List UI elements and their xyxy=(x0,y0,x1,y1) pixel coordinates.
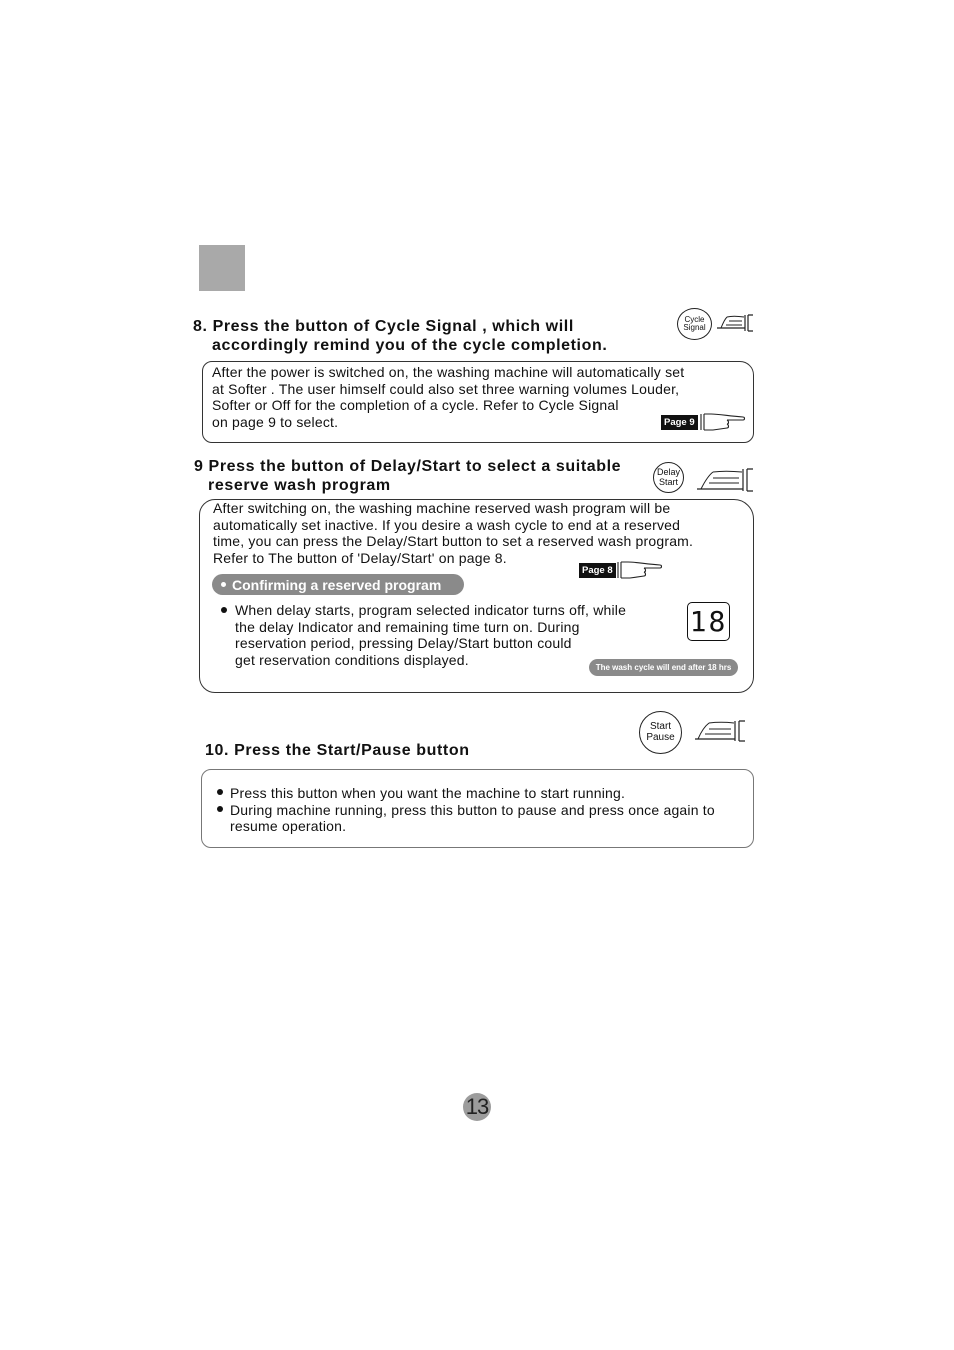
page-9-reference-tag: Page 9 xyxy=(661,415,698,430)
section-9-body-line: automatically set inactive. If you desire a wash cycle to end at a reserved xyxy=(213,516,681,533)
section-8-body-line: on page 9 to select. xyxy=(212,413,339,430)
page-number: 13 xyxy=(463,1093,491,1121)
section-10-bullet-2-line: During machine running, press this button to pause and press once again to xyxy=(230,801,715,818)
bullet-dot xyxy=(221,607,227,613)
pointing-finger-icon xyxy=(616,559,664,581)
page-8-reference-tag: Page 8 xyxy=(579,563,616,578)
pointing-finger-icon xyxy=(699,411,747,433)
start-pause-label-line1: Start xyxy=(649,721,672,732)
wash-cycle-end-caption: The wash cycle will end after 18 hrs xyxy=(589,659,738,676)
section-9-heading-line2: reserve wash program xyxy=(208,477,391,494)
delay-time-display: 18 xyxy=(687,602,730,641)
bullet-dot xyxy=(217,789,223,795)
section-8-body-line: After the power is switched on, the washing machine will automatically set xyxy=(212,364,685,380)
section-8-heading-line2: accordingly remind you of the cycle completion. xyxy=(212,337,608,354)
section-9-bullet-line: reservation period, pressing Delay/Start button could xyxy=(235,635,572,651)
header-gray-square xyxy=(199,245,245,291)
pill-label: Confirming a reserved program xyxy=(232,576,442,593)
section-9-body-line: Refer to The button of 'Delay/Start' on page 8. xyxy=(213,549,507,566)
section-10-body xyxy=(217,785,715,835)
section-9-heading-line1: 9 Press the button of Delay/Start to select a suitable xyxy=(194,458,622,475)
section-9-bullet xyxy=(221,602,626,668)
start-pause-label-line2: Pause xyxy=(646,731,675,743)
section-9-body xyxy=(213,500,693,566)
section-10-bullet-1: Press this button when you want the machine to start running. xyxy=(230,785,626,801)
section-9-bullet-line: When delay starts, program selected indicator turns off, while xyxy=(235,602,627,618)
section-8-heading-line1: 8. Press the button of Cycle Signal , which will xyxy=(193,318,574,335)
section-9-bullet-line: the delay Indicator and remaining time turn on. During xyxy=(235,618,580,635)
pointing-hand-icon xyxy=(693,719,747,743)
section-10-bullet-2-line: resume operation. xyxy=(230,818,347,834)
section-8-body xyxy=(212,364,684,430)
section-9-heading xyxy=(194,457,621,495)
confirming-reserved-program-pill xyxy=(212,574,464,595)
section-8-body-line: at Softer . The user himself could also set three warning volumes Louder, xyxy=(212,380,680,397)
cycle-signal-button-icon xyxy=(677,308,712,340)
section-9-bullet-line: get reservation conditions displayed. xyxy=(235,651,469,668)
start-pause-button-icon xyxy=(639,711,682,754)
delay-start-label-line1: Delay xyxy=(656,467,680,478)
section-8-heading xyxy=(193,317,607,355)
delay-start-button-icon xyxy=(653,462,684,493)
bullet-dot xyxy=(217,806,223,812)
section-9-body-line: time, you can press the Delay/Start button to set a reserved wash program. xyxy=(213,533,694,549)
pill-bullet-dot xyxy=(221,582,226,587)
section-8-body-line: Softer or Off for the completion of a cycle. Refer to Cycle Signal xyxy=(212,397,619,413)
section-10-heading: 10. Press the Start/Pause button xyxy=(205,742,470,759)
pointing-hand-icon xyxy=(695,467,755,493)
cycle-signal-label-line1: Cycle xyxy=(684,314,705,324)
cycle-signal-label-line2: Signal xyxy=(683,323,706,332)
delay-start-label-line2: Start xyxy=(658,476,678,487)
pointing-hand-icon xyxy=(715,313,755,333)
section-9-body-line: After switching on, the washing machine reserved wash program will be xyxy=(213,500,671,516)
